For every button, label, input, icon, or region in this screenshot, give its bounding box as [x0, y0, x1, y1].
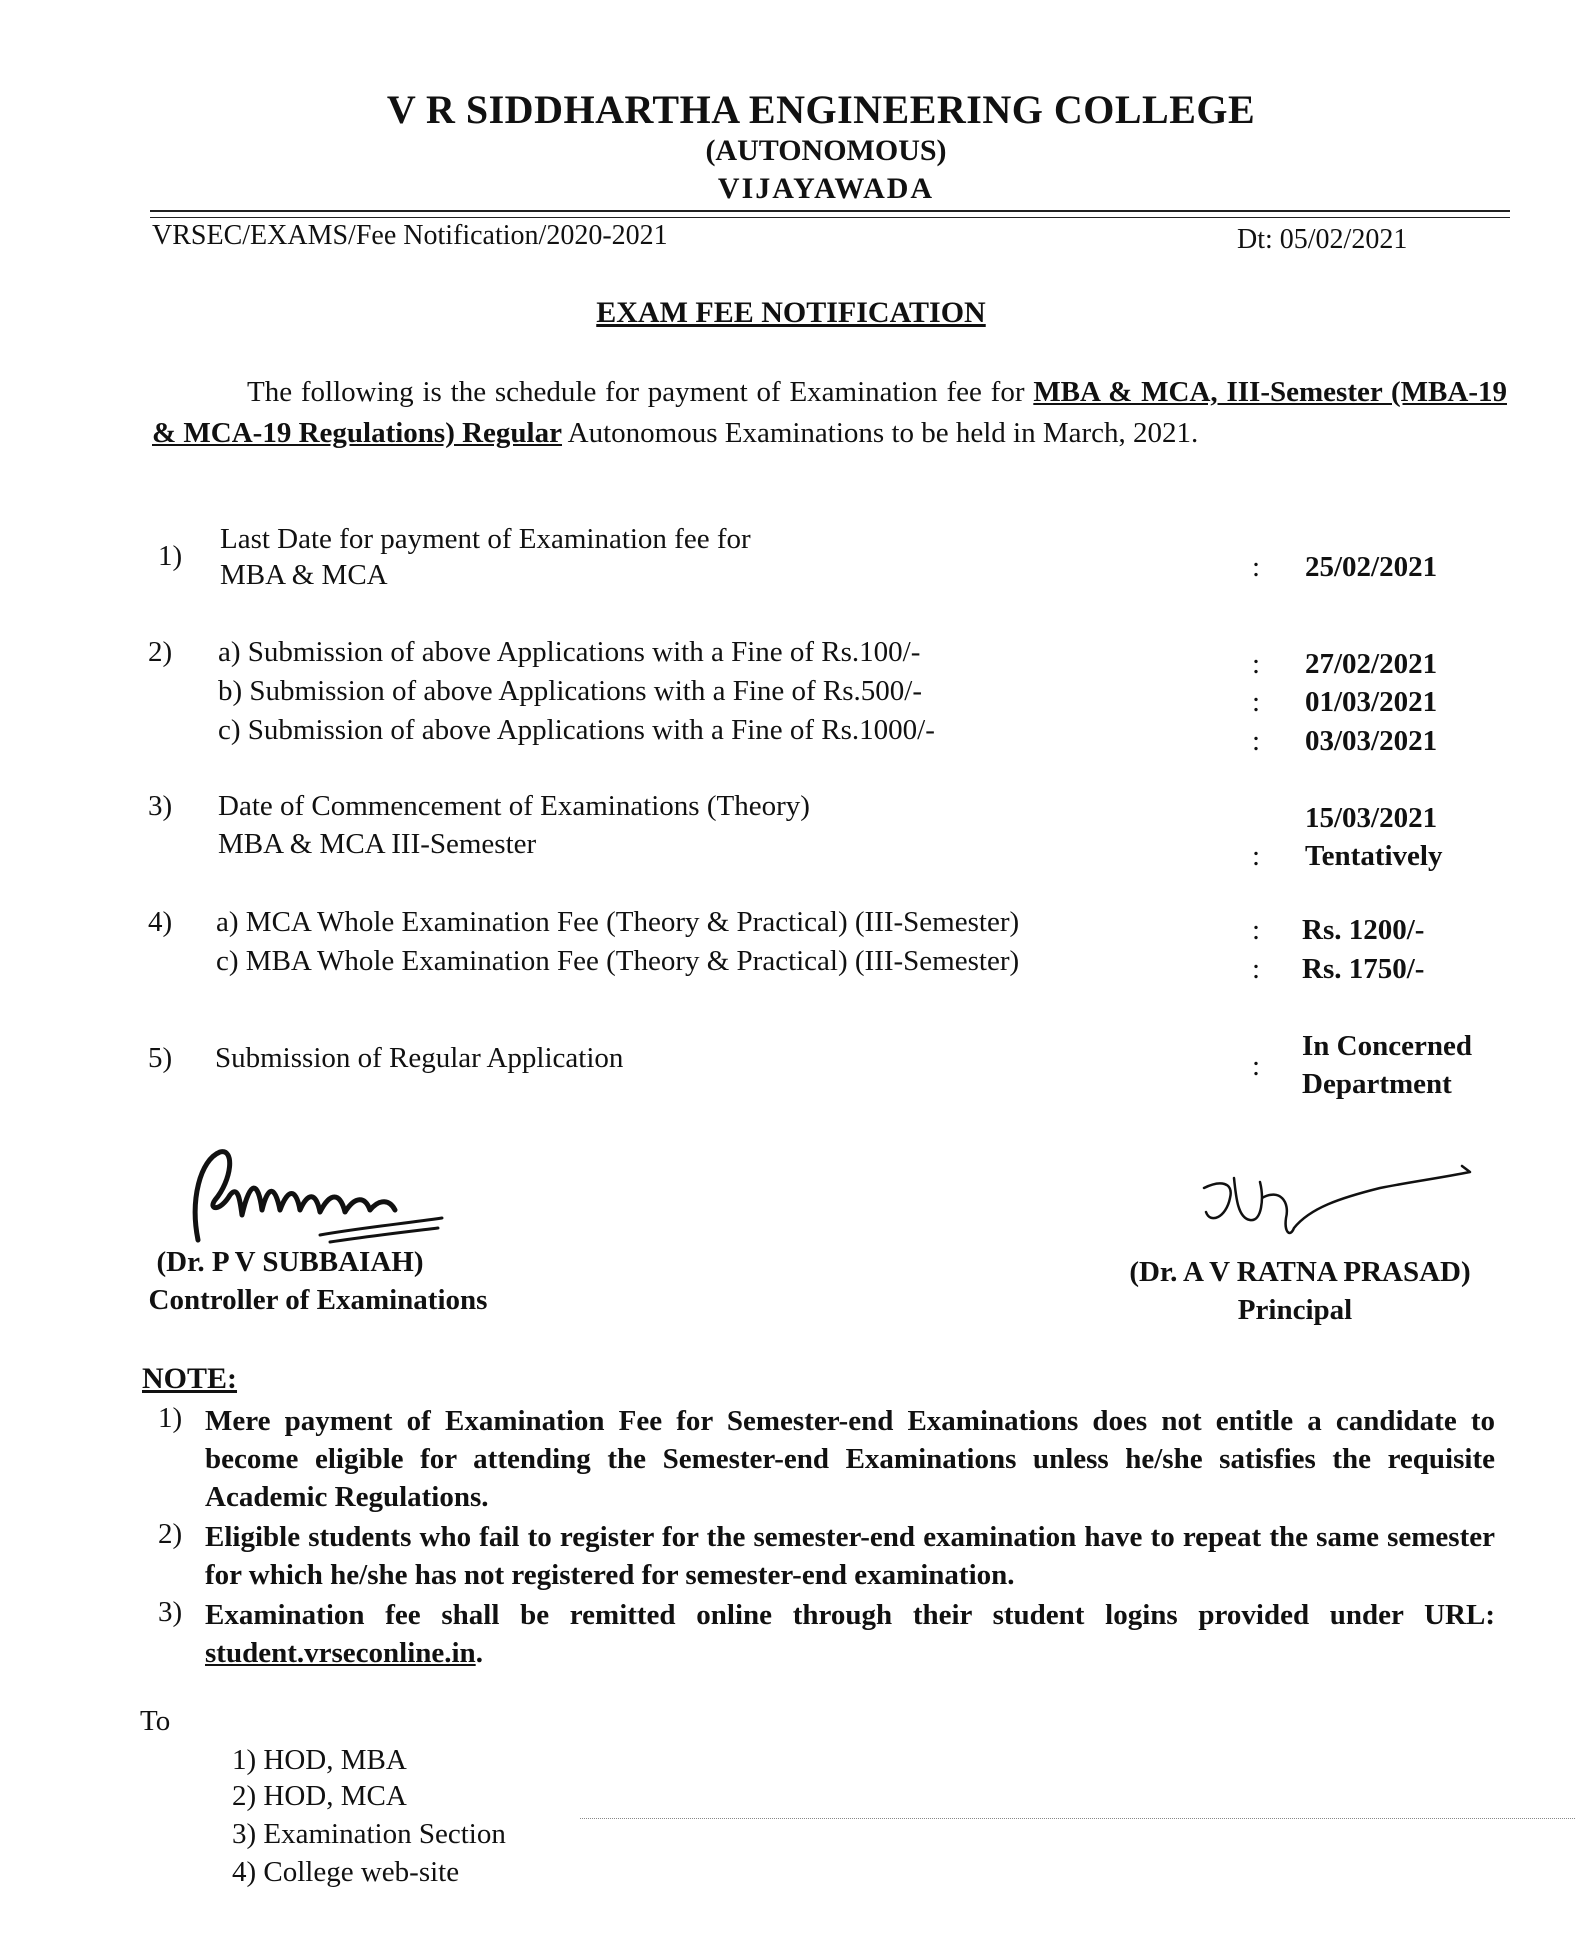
item-2b-text: b) Submission of above Applications with a Fine of Rs.500/-	[218, 675, 923, 707]
signatory-right-role: Principal	[1237, 1294, 1353, 1326]
item-1-value: 25/02/2021	[1305, 551, 1438, 583]
distribution-item: 2) HOD, MCA	[232, 1780, 407, 1812]
college-status: (AUTONOMOUS)	[705, 134, 947, 167]
note-1-number: 1)	[158, 1402, 183, 1434]
item-3-value2: Tentatively	[1305, 840, 1443, 872]
item-3-number: 3)	[148, 790, 173, 822]
item-1-line2: MBA & MCA	[220, 559, 388, 591]
item-5-value1: In Concerned	[1302, 1030, 1472, 1062]
college-city: VIJAYAWADA	[717, 172, 935, 205]
item-2a-colon: :	[1252, 648, 1261, 680]
item-4a-value: Rs. 1200/-	[1302, 914, 1425, 946]
item-2a-value: 27/02/2021	[1305, 648, 1438, 680]
item-5-text: Submission of Regular Application	[215, 1042, 624, 1074]
item-4c-colon: :	[1252, 953, 1261, 985]
item-1-number: 1)	[158, 540, 183, 572]
item-5-colon: :	[1252, 1050, 1261, 1082]
item-2-number: 2)	[148, 636, 173, 668]
item-3-line1: Date of Commencement of Examinations (Theory)	[218, 790, 810, 822]
item-2a-text: a) Submission of above Applications with a Fine of Rs.100/-	[218, 636, 921, 668]
item-3-value1: 15/03/2021	[1305, 802, 1438, 834]
note-1-text: Mere payment of Examination Fee for Semester-end Examinations does not entitle a candidate to become eligible for attending the Semester-end Examinations unless he/she satisfies the requisite Academic Regulations.	[205, 1405, 1495, 1513]
item-2c-value: 03/03/2021	[1305, 725, 1438, 757]
note-2-number: 2)	[158, 1518, 183, 1550]
intro-paragraph: The following is the schedule for payment of Examination fee for MBA & MCA, III-Semester (MBA-19 & MCA-19 Regulations) Regular Autonomous Examinations to be held in March, 2021.	[152, 376, 1507, 449]
reference-number: VRSEC/EXAMS/Fee Notification/2020-2021	[152, 220, 668, 251]
intro-highlight: MBA & MCA, III-Semester (MBA-19 & MCA-19 Regulations) Regular	[152, 376, 1507, 449]
page-title: EXAM FEE NOTIFICATION	[596, 296, 986, 329]
item-2b-colon: :	[1252, 686, 1261, 718]
item-4-number: 4)	[148, 906, 173, 938]
item-2b-value: 01/03/2021	[1305, 686, 1438, 718]
item-4c-text: c) MBA Whole Examination Fee (Theory & Practical) (III-Semester)	[216, 945, 1020, 977]
to-label: To	[140, 1705, 171, 1737]
distribution-item: 3) Examination Section	[232, 1818, 506, 1850]
item-5-value2: Department	[1302, 1068, 1452, 1100]
note-heading: NOTE:	[142, 1362, 238, 1395]
header-rule	[150, 210, 1510, 212]
item-2c-text: c) Submission of above Applications with a Fine of Rs.1000/-	[218, 714, 935, 746]
item-3-line2: MBA & MCA III-Semester	[218, 828, 537, 860]
signatory-left-name: (Dr. P V SUBBAIAH)	[156, 1246, 424, 1278]
distribution-item: 1) HOD, MBA	[232, 1744, 407, 1776]
item-1-colon: :	[1252, 551, 1261, 583]
college-name: V R SIDDHARTHA ENGINEERING COLLEGE	[386, 87, 1256, 132]
note-3-number: 3)	[158, 1596, 183, 1628]
item-4c-value: Rs. 1750/-	[1302, 953, 1425, 985]
item-1-line1: Last Date for payment of Examination fee for	[220, 523, 751, 555]
item-2c-colon: :	[1252, 725, 1261, 757]
signatory-right-name: (Dr. A V RATNA PRASAD)	[1129, 1256, 1471, 1288]
signature-left	[180, 1140, 460, 1250]
dotted-divider	[580, 1818, 1575, 1819]
url-link[interactable]: student.vrseconline.in	[205, 1637, 476, 1669]
distribution-item: 4) College web-site	[232, 1856, 460, 1888]
notification-date: Dt: 05/02/2021	[1237, 224, 1408, 255]
header-rule-thin	[150, 217, 1510, 218]
item-4a-colon: :	[1252, 914, 1261, 946]
item-5-number: 5)	[148, 1042, 173, 1074]
item-3-colon: :	[1252, 840, 1261, 872]
item-4a-text: a) MCA Whole Examination Fee (Theory & Practical) (III-Semester)	[216, 906, 1020, 938]
signature-right	[1190, 1158, 1480, 1248]
note-3-text: Examination fee shall be remitted online through their student logins provided under URL: student.vrseconline.in.	[205, 1599, 1495, 1669]
note-2-text: Eligible students who fail to register for the semester-end examination have to repeat the same semester for which he/she has not registered for semester-end examination.	[205, 1521, 1495, 1591]
signatory-left-role: Controller of Examinations	[148, 1284, 488, 1316]
